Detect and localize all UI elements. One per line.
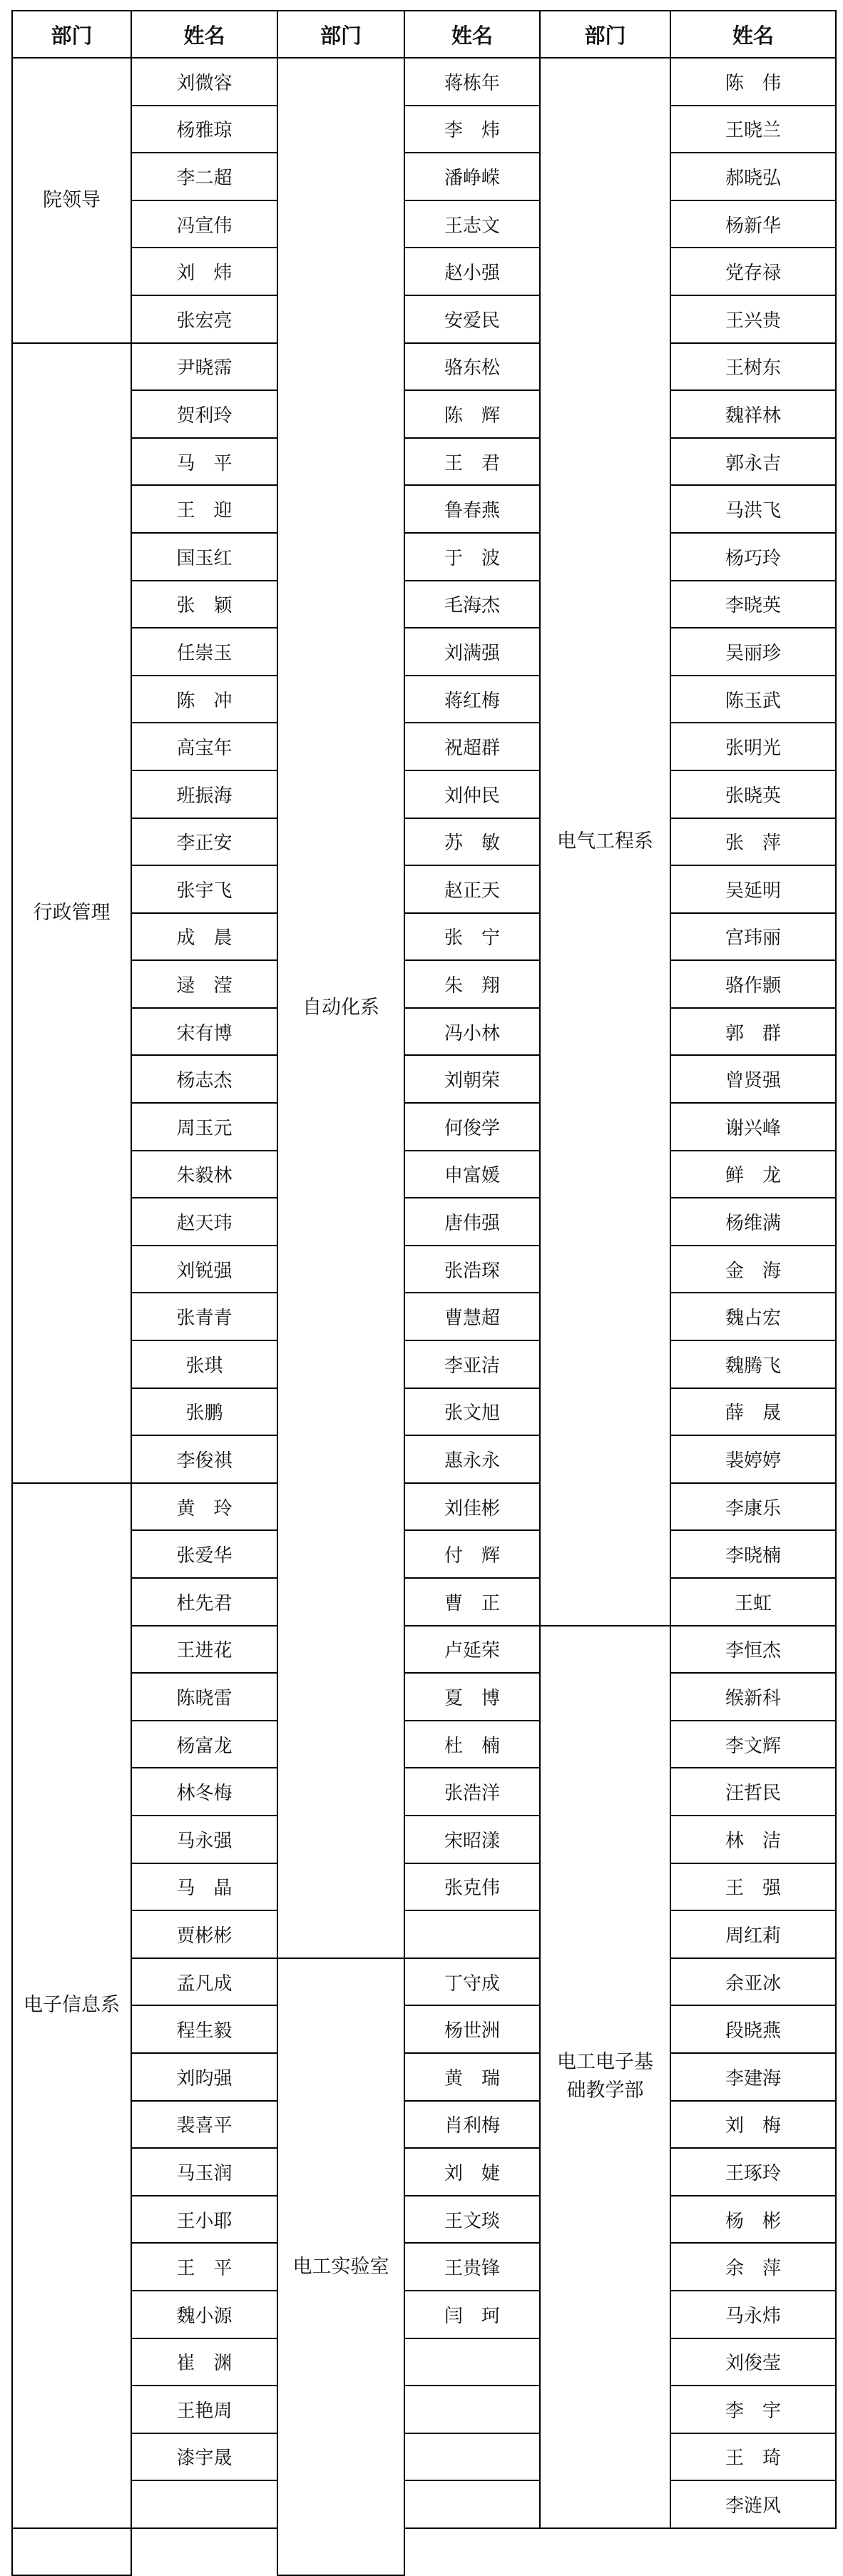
- table-row: [12, 913, 836, 961]
- name-cell: 裴喜平: [131, 2101, 277, 2149]
- name-cell: 李建海: [670, 2053, 836, 2101]
- name-cell: 裴婷婷: [670, 1435, 836, 1483]
- name-cell: 蒋栋年: [404, 58, 540, 106]
- name-cell: 肖利梅: [404, 2101, 540, 2149]
- table-row: [12, 1816, 836, 1863]
- table-row: [12, 200, 836, 248]
- table-row: [12, 1055, 836, 1103]
- name-cell: 张鹏: [131, 1388, 277, 1436]
- name-cell: 陈玉武: [670, 676, 836, 723]
- name-cell: 谢兴峰: [670, 1103, 836, 1151]
- name-cell: [404, 2433, 540, 2481]
- name-cell: 鲜 龙: [670, 1151, 836, 1198]
- table-row: [12, 438, 836, 486]
- table-row: [12, 1958, 836, 2006]
- name-cell: 贾彬彬: [131, 1910, 277, 1958]
- name-cell: 马洪飞: [670, 485, 836, 533]
- name-cell: [404, 2386, 540, 2433]
- name-cell: 闫 珂: [404, 2291, 540, 2338]
- name-cell: 鲁春燕: [404, 485, 540, 533]
- name-cell: 王进花: [131, 1626, 277, 1674]
- name-cell: 刘仲民: [404, 770, 540, 818]
- table-row: [12, 865, 836, 913]
- name-cell: 黄 瑞: [404, 2053, 540, 2101]
- name-cell: 付 辉: [404, 1530, 540, 1578]
- name-cell: 于 波: [404, 533, 540, 581]
- table-row: [12, 343, 836, 391]
- name-header: 姓名: [131, 11, 277, 58]
- name-cell: 李 炜: [404, 106, 540, 153]
- table-body: [12, 58, 836, 2575]
- name-cell: 王艳周: [131, 2386, 277, 2433]
- name-cell: 魏祥林: [670, 390, 836, 438]
- name-cell: 张 宁: [404, 913, 540, 961]
- name-cell: 刘朝荣: [404, 1055, 540, 1103]
- dept-header: 部门: [540, 11, 670, 58]
- table-row: [12, 1673, 836, 1721]
- name-cell: 郝晓弘: [670, 153, 836, 200]
- table-row: [12, 248, 836, 295]
- table-row: [12, 2480, 836, 2528]
- name-cell: 安爱民: [404, 295, 540, 343]
- name-cell: 曹慧超: [404, 1293, 540, 1340]
- name-cell: 刘俊莹: [670, 2338, 836, 2386]
- name-cell: 赵天玮: [131, 1198, 277, 1246]
- name-cell: 宋有博: [131, 1008, 277, 1056]
- name-cell: 王 平: [131, 2243, 277, 2291]
- table-row: [12, 1198, 836, 1246]
- name-cell: 苏 敏: [404, 818, 540, 866]
- name-cell: 贺利玲: [131, 390, 277, 438]
- name-cell: 王树东: [670, 343, 836, 391]
- table-row: [12, 1863, 836, 1911]
- table-row: [12, 1340, 836, 1388]
- table-row: [12, 1388, 836, 1436]
- table-row: [12, 2433, 836, 2481]
- name-cell: 申富媛: [404, 1151, 540, 1198]
- name-cell: 杨雅琼: [131, 106, 277, 153]
- name-cell: 李亚洁: [404, 1340, 540, 1388]
- name-cell: 王 迎: [131, 485, 277, 533]
- name-cell: 陈 辉: [404, 390, 540, 438]
- name-cell: 祝超群: [404, 723, 540, 770]
- name-cell: 张 萍: [670, 818, 836, 866]
- name-cell: 林 洁: [670, 1816, 836, 1863]
- name-cell: 王 君: [404, 438, 540, 486]
- department-cell: 电工电子基础教学部: [540, 1626, 670, 2528]
- name-cell: 王 琦: [670, 2433, 836, 2481]
- table-row: [12, 1530, 836, 1578]
- table-row: [12, 1435, 836, 1483]
- name-cell: 李康乐: [670, 1483, 836, 1531]
- name-cell: 冯小林: [404, 1008, 540, 1056]
- table-row: [12, 58, 836, 106]
- name-cell: 余亚冰: [670, 1958, 836, 2006]
- name-cell: 金 海: [670, 1246, 836, 1293]
- name-cell: 赵小强: [404, 248, 540, 295]
- name-cell: 吴延明: [670, 865, 836, 913]
- table-row: [12, 295, 836, 343]
- name-cell: 张晓英: [670, 770, 836, 818]
- name-cell: 刘锐强: [131, 1246, 277, 1293]
- name-cell: 魏小源: [131, 2291, 277, 2338]
- name-cell: 张 颖: [131, 581, 277, 628]
- name-cell: 潘峥嵘: [404, 153, 540, 200]
- name-cell: 夏 博: [404, 1673, 540, 1721]
- name-cell: 骆东松: [404, 343, 540, 391]
- table-row: [12, 2053, 836, 2101]
- name-cell: 周红莉: [670, 1910, 836, 1958]
- name-cell: 宋昭漾: [404, 1816, 540, 1863]
- name-cell: 林冬梅: [131, 1768, 277, 1816]
- name-cell: 余 萍: [670, 2243, 836, 2291]
- table-row: [12, 1483, 836, 1531]
- name-cell: 汪哲民: [670, 1768, 836, 1816]
- name-cell: 李涟风: [670, 2480, 836, 2528]
- name-cell: 马 平: [131, 438, 277, 486]
- name-cell: 刘微容: [131, 58, 277, 106]
- table-row: [12, 106, 836, 153]
- name-cell: 唐伟强: [404, 1198, 540, 1246]
- table-row: [12, 2148, 836, 2196]
- name-cell: 杨 彬: [670, 2196, 836, 2244]
- name-cell: 惠永永: [404, 1435, 540, 1483]
- name-cell: 丁守成: [404, 1958, 540, 2006]
- name-cell: 刘满强: [404, 628, 540, 676]
- table-row: [12, 2386, 836, 2433]
- name-cell: 杜先君: [131, 1578, 277, 1626]
- name-cell: [404, 2480, 540, 2528]
- name-cell: 张青青: [131, 1293, 277, 1340]
- name-cell: 李文辉: [670, 1721, 836, 1768]
- table-row: [12, 2338, 836, 2386]
- name-cell: 黄 玲: [131, 1483, 277, 1531]
- table-row: [12, 2291, 836, 2338]
- table-row: [12, 1103, 836, 1151]
- name-cell: 任崇玉: [131, 628, 277, 676]
- table-row: [12, 1626, 836, 1674]
- name-cell: 张宏亮: [131, 295, 277, 343]
- name-cell: 王贵锋: [404, 2243, 540, 2291]
- table-row: [12, 1910, 836, 1958]
- name-cell: 张宇飞: [131, 865, 277, 913]
- table-row: [12, 485, 836, 533]
- table-row: [12, 581, 836, 628]
- table-row: [12, 770, 836, 818]
- name-cell: 刘佳彬: [404, 1483, 540, 1531]
- name-cell: 王文琰: [404, 2196, 540, 2244]
- name-cell: 李二超: [131, 153, 277, 200]
- table-row: [12, 153, 836, 200]
- name-cell: 漆宇晟: [131, 2433, 277, 2481]
- name-cell: 郭永吉: [670, 438, 836, 486]
- name-cell: 王小耶: [131, 2196, 277, 2244]
- table-row: [12, 1008, 836, 1056]
- table-row: [12, 960, 836, 1008]
- name-cell: 王虹: [670, 1578, 836, 1626]
- name-cell: 杜 楠: [404, 1721, 540, 1768]
- table-row: [12, 676, 836, 723]
- name-cell: 马永炜: [670, 2291, 836, 2338]
- dept-header: 部门: [277, 11, 404, 58]
- name-cell: 郭 群: [670, 1008, 836, 1056]
- department-cell: 电子信息系: [12, 1483, 131, 2528]
- name-cell: 国玉红: [131, 533, 277, 581]
- name-cell: 刘 婕: [404, 2148, 540, 2196]
- name-cell: 张琪: [131, 1340, 277, 1388]
- name-cell: 卢延荣: [404, 1626, 540, 1674]
- name-cell: 张明光: [670, 723, 836, 770]
- name-cell: 陈晓雷: [131, 1673, 277, 1721]
- name-cell: 魏占宏: [670, 1293, 836, 1340]
- staff-table-wrapper: [11, 10, 835, 2576]
- name-cell: 王兴贵: [670, 295, 836, 343]
- name-cell: 段晓燕: [670, 2005, 836, 2053]
- name-cell: 李俊祺: [131, 1435, 277, 1483]
- table-row: [12, 1151, 836, 1198]
- name-cell: 李 宇: [670, 2386, 836, 2433]
- name-cell: 刘 梅: [670, 2101, 836, 2149]
- name-cell: 马 晶: [131, 1863, 277, 1911]
- name-cell: 薛 晟: [670, 1388, 836, 1436]
- name-cell: [131, 2480, 277, 2528]
- name-cell: 陈 冲: [131, 676, 277, 723]
- name-cell: 曹 正: [404, 1578, 540, 1626]
- table-row: [12, 390, 836, 438]
- name-cell: 王琢玲: [670, 2148, 836, 2196]
- name-cell: 李晓英: [670, 581, 836, 628]
- name-cell: 曾贤强: [670, 1055, 836, 1103]
- name-cell: 赵正天: [404, 865, 540, 913]
- name-cell: 马永强: [131, 1816, 277, 1863]
- table-row: [12, 2528, 836, 2576]
- staff-table: [11, 10, 837, 2576]
- name-cell: 宫玮丽: [670, 913, 836, 961]
- name-cell: [12, 2528, 131, 2576]
- name-cell: [404, 1910, 540, 1958]
- name-cell: 杨新华: [670, 200, 836, 248]
- name-cell: [404, 2338, 540, 2386]
- name-cell: 张浩洋: [404, 1768, 540, 1816]
- department-cell: 行政管理: [12, 343, 131, 1483]
- department-cell: 电气工程系: [540, 58, 670, 1626]
- name-cell: 王志文: [404, 200, 540, 248]
- table-row: [12, 1293, 836, 1340]
- name-cell: 张爱华: [131, 1530, 277, 1578]
- table-row: [12, 723, 836, 770]
- name-cell: 孟凡成: [131, 1958, 277, 2006]
- name-cell: 杨富龙: [131, 1721, 277, 1768]
- name-cell: 缑新科: [670, 1673, 836, 1721]
- department-cell: 自动化系: [277, 58, 404, 1958]
- department-cell: 电工实验室: [277, 1958, 404, 2576]
- department-cell: 院领导: [12, 58, 131, 343]
- table-row: [12, 1578, 836, 1626]
- name-cell: 刘 炜: [131, 248, 277, 295]
- name-cell: 毛海杰: [404, 581, 540, 628]
- name-cell: 逯 滢: [131, 960, 277, 1008]
- name-cell: 马玉润: [131, 2148, 277, 2196]
- dept-header: 部门: [12, 11, 131, 58]
- header-row: [12, 11, 836, 58]
- table-row: [12, 2005, 836, 2053]
- table-row: [12, 2243, 836, 2291]
- name-cell: 高宝年: [131, 723, 277, 770]
- name-cell: 李晓楠: [670, 1530, 836, 1578]
- name-cell: 杨巧玲: [670, 533, 836, 581]
- name-cell: 崔 渊: [131, 2338, 277, 2386]
- name-cell: 张浩琛: [404, 1246, 540, 1293]
- name-cell: 魏腾飞: [670, 1340, 836, 1388]
- name-cell: 蒋红梅: [404, 676, 540, 723]
- name-cell: 何俊学: [404, 1103, 540, 1151]
- name-cell: 冯宣伟: [131, 200, 277, 248]
- name-cell: 成 晨: [131, 913, 277, 961]
- table-row: [12, 1721, 836, 1768]
- name-header: 姓名: [670, 11, 836, 58]
- name-cell: 朱毅林: [131, 1151, 277, 1198]
- name-cell: 杨世洲: [404, 2005, 540, 2053]
- name-cell: 杨志杰: [131, 1055, 277, 1103]
- name-cell: 王晓兰: [670, 106, 836, 153]
- table-row: [12, 533, 836, 581]
- name-cell: 朱 翔: [404, 960, 540, 1008]
- name-cell: 吴丽珍: [670, 628, 836, 676]
- table-row: [12, 818, 836, 866]
- table-row: [12, 628, 836, 676]
- table-row: [12, 2101, 836, 2149]
- name-cell: 杨维满: [670, 1198, 836, 1246]
- table-row: [12, 2196, 836, 2244]
- name-cell: 程生毅: [131, 2005, 277, 2053]
- table-row: [12, 1768, 836, 1816]
- name-cell: 班振海: [131, 770, 277, 818]
- name-cell: 陈 伟: [670, 58, 836, 106]
- name-cell: 尹晓霈: [131, 343, 277, 391]
- name-cell: 李正安: [131, 818, 277, 866]
- table-row: [12, 1246, 836, 1293]
- name-cell: 张文旭: [404, 1388, 540, 1436]
- name-cell: 周玉元: [131, 1103, 277, 1151]
- name-cell: 骆作颢: [670, 960, 836, 1008]
- name-cell: 党存禄: [670, 248, 836, 295]
- name-cell: 王 强: [670, 1863, 836, 1911]
- name-cell: 张克伟: [404, 1863, 540, 1911]
- name-cell: 刘昀强: [131, 2053, 277, 2101]
- name-header: 姓名: [404, 11, 540, 58]
- name-cell: 李恒杰: [670, 1626, 836, 1674]
